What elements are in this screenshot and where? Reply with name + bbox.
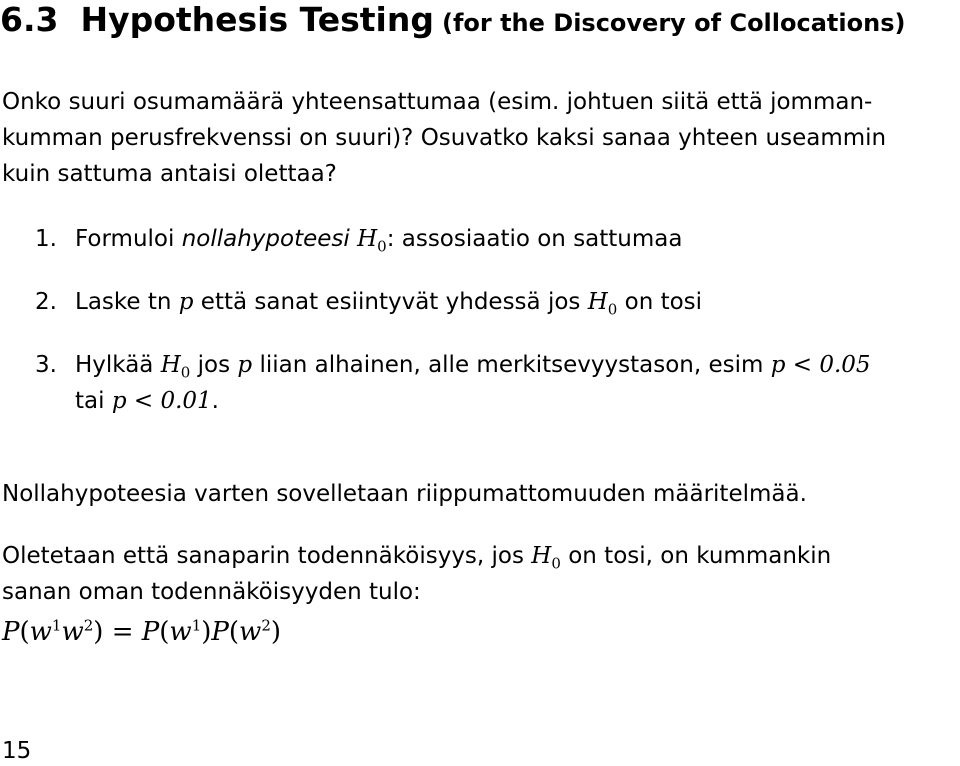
null-hypothesis-symbol: $H_0$ (357, 226, 387, 256)
section-subtitle: (for the Discovery of Collocations) (441, 9, 906, 37)
step-text: Hylkää (75, 352, 161, 378)
section-number: 6.3 (0, 0, 59, 39)
step-text-mid: että sanat esiintyvät yhdessä jos (193, 289, 588, 315)
page-number: 15 (2, 738, 32, 764)
section-title: Hypothesis Testing (80, 0, 434, 39)
assumption-line-1: Oletetaan että sanaparin todennäköisyys, jos $H_0$ on tosi, on kummankin (2, 543, 832, 573)
assumption-line-2: sanan oman todennäköisyyden tulo: (2, 579, 421, 605)
step-2 (35, 284, 702, 320)
step-text-mid-2: liian alhainen, alle merkitsevyystason, esim (252, 352, 771, 378)
null-hypothesis-symbol: $H_0$ (531, 543, 561, 573)
independence-formula: $P(w^1w^2) = P(w^1)P(w^2)$ (2, 616, 282, 647)
step-number: 3. (35, 352, 57, 378)
note-paragraph: Nollahypoteesia varten sovelletaan riippumattomuuden määritelmää. (2, 481, 807, 507)
step-text-or: tai (75, 388, 112, 414)
null-hypothesis-symbol: $H_0$ (587, 289, 618, 319)
threshold-005: p < 0.05 (770, 352, 871, 378)
step-text-mid: jos (190, 352, 238, 378)
p-variable: p (178, 289, 194, 315)
step-3-line-2 (35, 383, 871, 419)
intro-line-1: Onko suuri osumamäärä yhteensattumaa (esim. johtuen siitä että jomman- (2, 89, 873, 115)
step-text-end: : assosiaatio on sattumaa (386, 226, 683, 252)
intro-line-3: kuin sattuma antaisi olettaa? (2, 161, 337, 187)
assumption-paragraph (2, 538, 831, 610)
step-3 (35, 347, 871, 419)
period: . (211, 388, 219, 414)
step-number: 2. (35, 289, 57, 315)
intro-line-2: kumman perusfrekvenssi on suuri)? Osuvatko kaksi sanaa yhteen useammin (2, 125, 887, 151)
intro-paragraph (2, 84, 886, 192)
emphasis-term: nollahypoteesi (181, 226, 350, 252)
section-heading (0, 0, 905, 46)
step-text: Formuloi (75, 226, 182, 252)
threshold-001: p < 0.01 (111, 388, 212, 414)
step-text: Laske tn (75, 289, 179, 315)
p-variable: p (237, 352, 253, 378)
step-number: 1. (35, 226, 57, 252)
step-text-end: on tosi (617, 289, 703, 315)
step-1 (35, 221, 682, 257)
null-hypothesis-symbol: $H_0$ (160, 352, 191, 382)
